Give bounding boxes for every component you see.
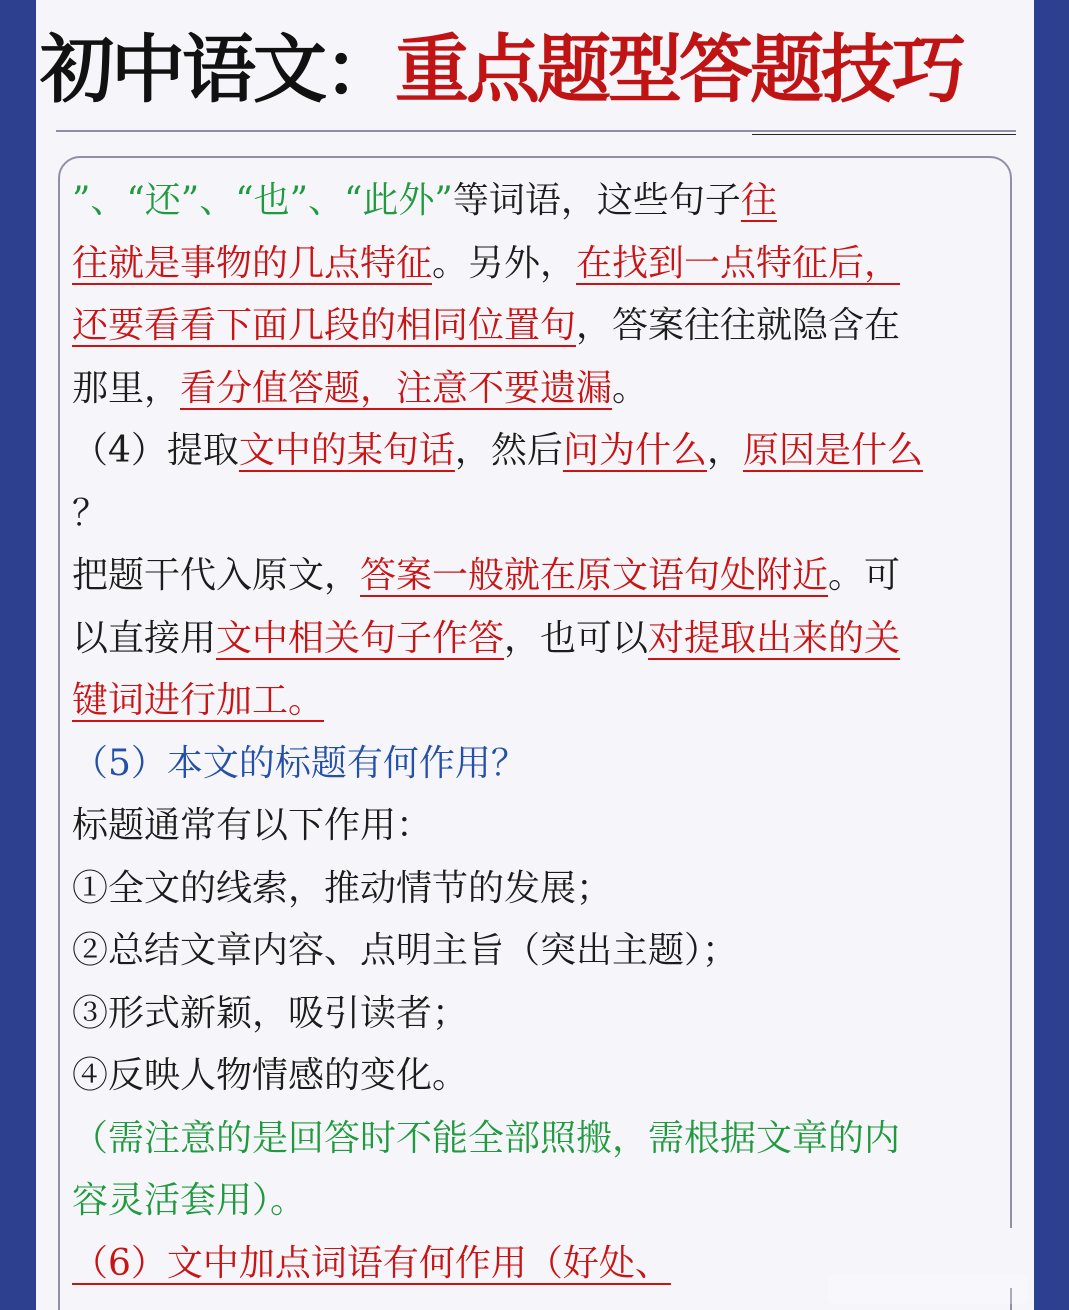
question-heading: （6）文中加点词语有何作用（好处、 [72, 1242, 671, 1284]
text-line: ”、“还”、“也”、“此外”等词语，这些句子往 [72, 180, 777, 221]
title-divider [56, 130, 1016, 132]
text-line: 往就是事物的几点特征。另外，在找到一点特征后， [72, 242, 901, 284]
text-line: 以直接用文中相关句子作答，也可以对提取出来的关 [72, 617, 901, 659]
title-topic: 重点题型答题技巧 [395, 27, 963, 113]
page-title [40, 22, 1030, 118]
list-item: ④反映人物情感的变化。 [72, 1055, 469, 1096]
list-item: ①全文的线索，推动情节的发展； [72, 867, 613, 909]
list-item: ②总结文章内容、点明主旨（突出主题）； [72, 930, 739, 971]
note-line: （需注意的是回答时不能全部照搬，需根据文章的内 [72, 1117, 901, 1159]
title-divider-accent [752, 134, 1016, 135]
text-line: 还要看看下面几段的相同位置句，答案往往就隐含在 [72, 305, 901, 346]
text-line: 把题干代入原文，答案一般就在原文语句处附近。可 [72, 555, 901, 596]
text-line: 标题通常有以下作用： [72, 805, 433, 846]
text-line: 那里，看分值答题，注意不要遗漏。 [72, 367, 649, 409]
list-item: ③形式新颖，吸引读者； [72, 992, 469, 1034]
content-body [72, 170, 1012, 1295]
note-line: 容灵活套用）。 [72, 1180, 307, 1221]
document-page [36, 0, 1034, 1310]
text-line: 键词进行加工。 [72, 680, 325, 721]
question-heading: （4）提取文中的某句话，然后问为什么，原因是什么 [72, 430, 923, 471]
text-line: ？ [72, 492, 109, 534]
watermark [828, 1274, 1028, 1304]
title-subject: 初中语文： [40, 27, 395, 113]
question-heading: （5）本文的标题有何作用？ [72, 742, 527, 784]
